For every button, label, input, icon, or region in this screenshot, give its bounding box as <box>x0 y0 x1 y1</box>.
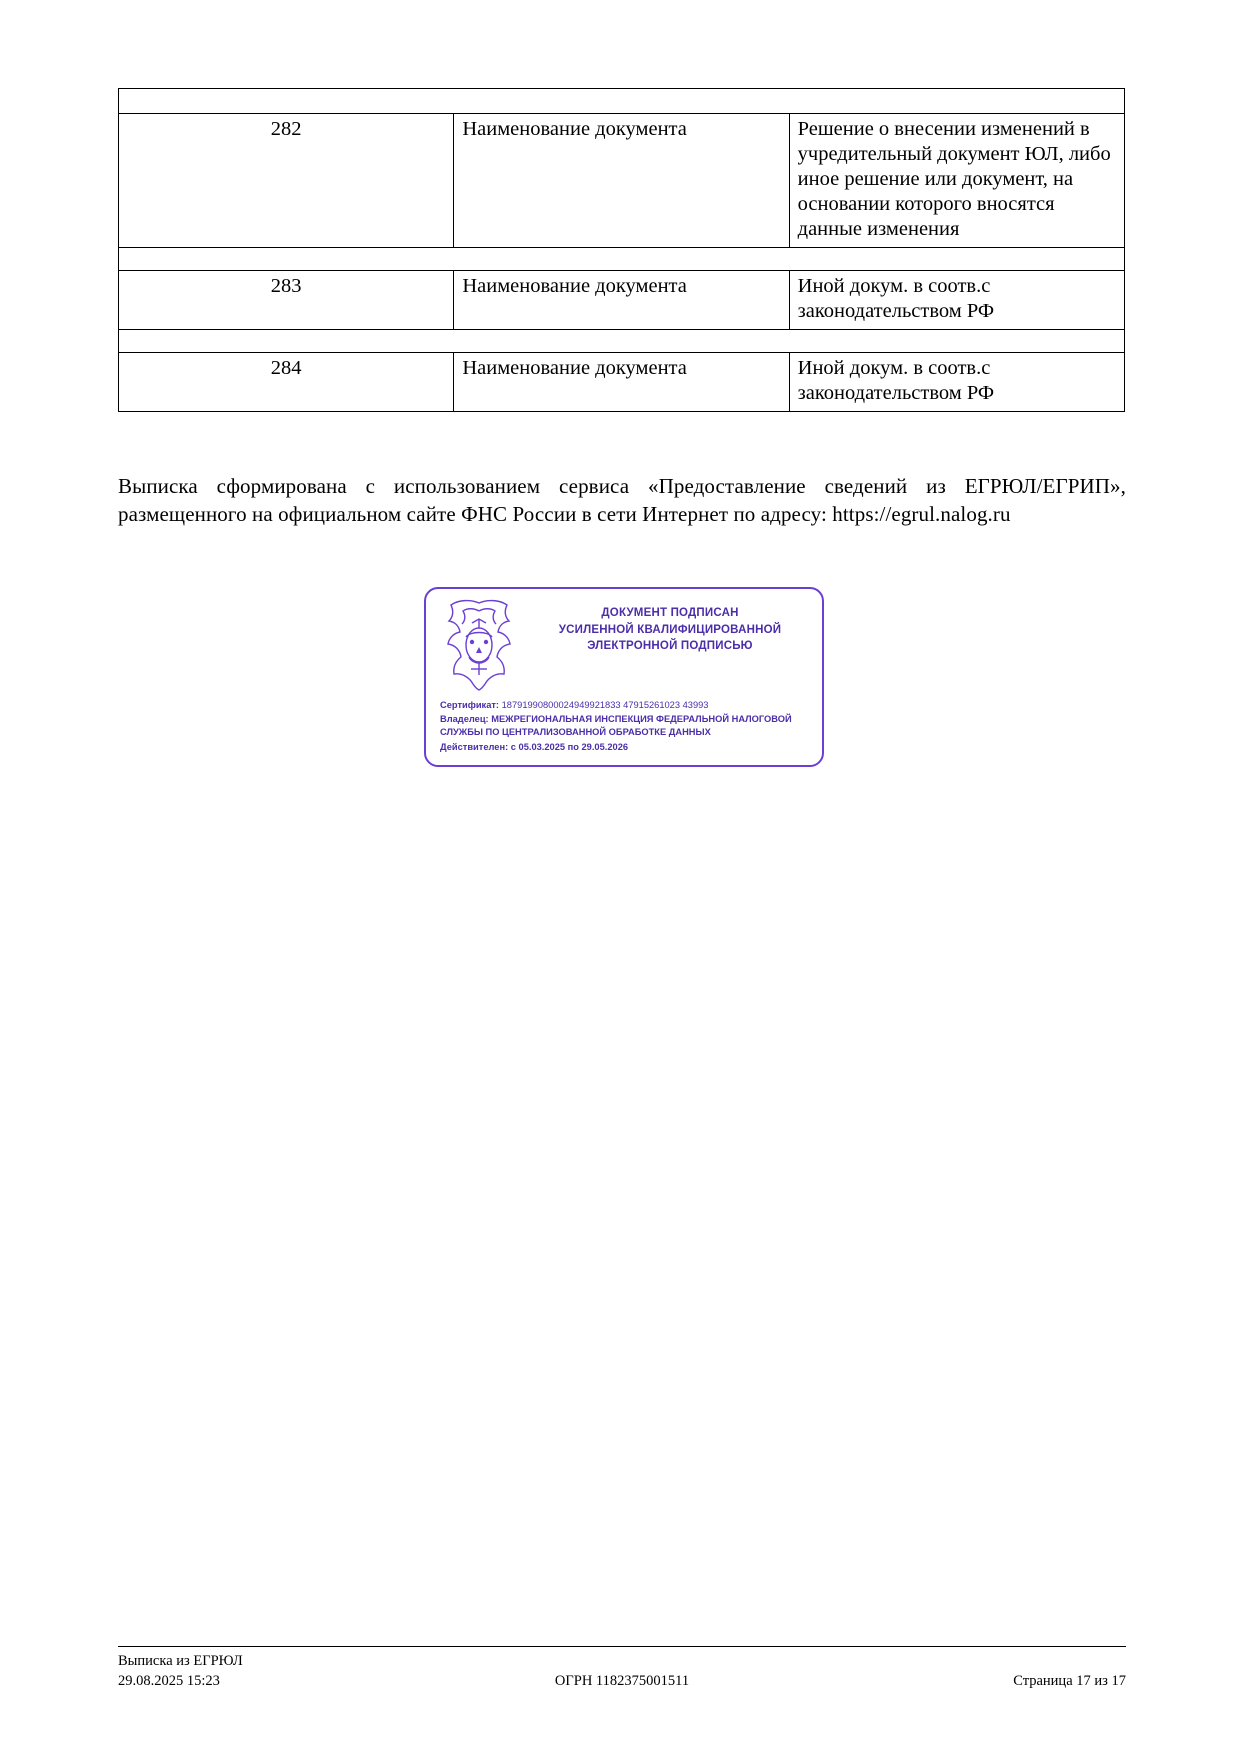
documents-table <box>118 88 1125 412</box>
row-label: Наименование документа <box>454 353 789 412</box>
row-value: Решение о внесении изменений в учредительный документ ЮЛ, либо иное решение или документ, на основании которого вносятся данные изменения <box>789 114 1124 248</box>
service-note: Выписка сформирована с использованием сервиса «Предоставление сведений из ЕГРЮЛ/ЕГРИП», размещенного на официальном сайте ФНС России в сети Интернет по адресу: https://egrul.nalog.ru <box>118 474 1126 526</box>
stamp-title <box>524 605 816 655</box>
row-value: Иной докум. в соотв.с законодательством РФ <box>789 271 1124 330</box>
stamp-owner-value: МЕЖРЕГИОНАЛЬНАЯ ИНСПЕКЦИЯ ФЕДЕРАЛЬНОЙ НАЛОГОВОЙ СЛУЖБЫ ПО ЦЕНТРАЛИЗОВАННОЙ ОБРАБОТКЕ ДАННЫХ <box>440 714 792 738</box>
stamp-validity-row <box>440 741 808 754</box>
table-row <box>119 271 1125 330</box>
row-label: Наименование документа <box>454 271 789 330</box>
stamp-title-line-1: ДОКУМЕНТ ПОДПИСАН <box>601 607 739 619</box>
row-number: 282 <box>119 114 454 248</box>
footer-datetime: 29.08.2025 15:23 <box>118 1672 220 1689</box>
row-label: Наименование документа <box>454 114 789 248</box>
stamp-title-line-3: ЭЛЕКТРОННОЙ ПОДПИСЬЮ <box>587 640 753 653</box>
footer-meta-row <box>118 1672 1126 1692</box>
row-number: 284 <box>119 353 454 412</box>
stamp-owner-label: Владелец: <box>440 714 489 725</box>
stamp-validity-value: с 05.03.2025 по 29.05.2026 <box>510 741 629 752</box>
stamp-title-line-2: УСИЛЕННОЙ КВАЛИФИЦИРОВАННОЙ <box>558 623 782 636</box>
table-spacer-row <box>119 248 1125 271</box>
footer-page-number: Страница 17 из 17 <box>1013 1672 1126 1689</box>
row-value: Иной докум. в соотв.с законодательством РФ <box>789 353 1124 412</box>
table-top-strip <box>119 89 1125 114</box>
stamp-owner-row <box>440 713 808 739</box>
table-spacer-cell <box>119 248 1125 271</box>
stamp-certificate-value: 18791990800024949921833 47915261023 43993 <box>501 700 709 710</box>
table-spacer-row <box>119 330 1125 353</box>
table-row <box>119 353 1125 412</box>
stamp-details <box>440 699 808 755</box>
table-top-strip-cell <box>119 89 1125 114</box>
table-spacer-cell <box>119 330 1125 353</box>
footer-document-title: Выписка из ЕГРЮЛ <box>118 1653 243 1669</box>
table-row <box>119 114 1125 248</box>
stamp-certificate-row <box>440 699 808 712</box>
stamp-certificate-label: Сертификат: <box>440 700 500 710</box>
stamp-validity-label: Действителен: <box>440 741 509 752</box>
footer-divider <box>118 1646 1126 1647</box>
electronic-signature-stamp <box>424 587 824 767</box>
footer-ogrn: ОГРН 1182375001511 <box>554 1672 690 1689</box>
row-number: 283 <box>119 271 454 330</box>
coat-of-arms-icon <box>436 597 522 693</box>
page-footer <box>118 1652 1126 1691</box>
